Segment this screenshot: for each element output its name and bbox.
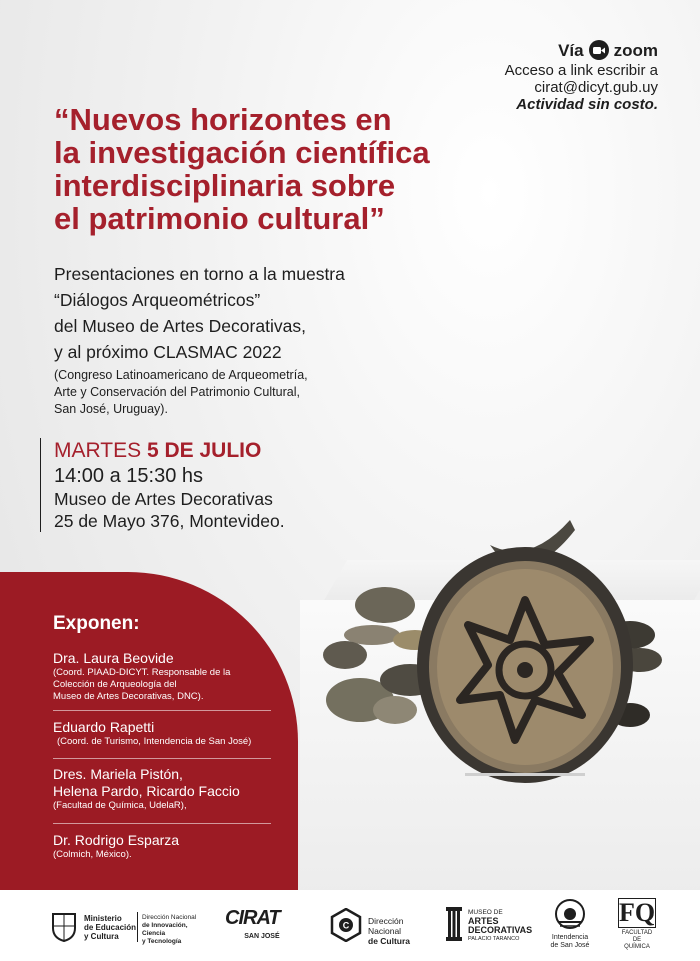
- zoom-label: zoom: [613, 40, 658, 60]
- title-line-2: la investigación científica: [54, 135, 430, 170]
- speaker-1-affiliation-1: (Coord. PIAAD-DICYT. Responsable de la: [53, 667, 231, 678]
- divider: [53, 710, 271, 711]
- column-icon: [445, 906, 463, 942]
- cirat-wordmark: CIRAT: [225, 907, 280, 929]
- artifacts-image: [300, 505, 690, 795]
- intro-line-2: “Diálogos Arqueométricos”: [54, 290, 261, 310]
- via-label: Vía: [558, 40, 584, 60]
- speaker-1: [53, 650, 293, 703]
- logo-cirat: [225, 908, 280, 941]
- title-line-1: “Nuevos horizontes en: [54, 102, 392, 137]
- dn-line-2: de Innovación, Ciencia: [142, 922, 188, 937]
- mec-line-1: Ministerio: [84, 914, 122, 923]
- hexagon-c-icon: [330, 908, 362, 942]
- dnc-line-2: de Cultura: [368, 936, 411, 946]
- speakers-heading: Exponen:: [53, 613, 140, 634]
- congress-line-1: (Congreso Latinoamericano de Arqueometría,: [54, 368, 308, 382]
- speaker-2: [53, 719, 293, 748]
- speaker-3-affiliation: (Facultad de Química, UdelaR),: [53, 800, 187, 811]
- event-date-value: 5 DE JULIO: [146, 439, 262, 462]
- isj-line-2: de San José: [550, 942, 590, 949]
- speaker-2-name: Eduardo Rapetti: [53, 719, 155, 735]
- mec-line-3: y Cultura: [84, 932, 119, 941]
- speaker-2-affiliation: (Coord. de Turismo, Intendencia de San José): [57, 736, 252, 747]
- intro-text: [54, 261, 474, 365]
- contact-email[interactable]: cirat@dicyt.gub.uy: [534, 79, 658, 96]
- isj-line-1: Intendencia: [551, 934, 589, 941]
- uruguay-shield-icon: [50, 910, 78, 942]
- congress-line-2: Arte y Conservación del Patrimonio Cultural,: [54, 385, 300, 399]
- star-bowl-artifact: [417, 547, 633, 783]
- sun-seal-icon: [554, 898, 586, 932]
- logo-fq: [618, 898, 656, 951]
- title-line-4: el patrimonio cultural”: [54, 201, 385, 236]
- zoom-camera-icon: [589, 40, 609, 60]
- museum-line-1: MUSEO DE: [468, 909, 503, 916]
- speaker-4-affiliation: (Colmich, México).: [53, 849, 132, 860]
- event-details: [40, 438, 285, 532]
- museum-line-2: ARTES: [468, 916, 499, 926]
- speaker-3-name-2: Helena Pardo, Ricardo Faccio: [53, 783, 240, 799]
- fq-line-1: FACULTAD DE: [621, 930, 653, 943]
- divider: [53, 758, 271, 759]
- event-title: [54, 103, 534, 235]
- via-zoom: [505, 40, 658, 60]
- dn-line-1: Dirección Nacional: [142, 914, 197, 921]
- dnc-line-1: Dirección Nacional: [368, 916, 404, 936]
- museum-line-4: PALACIO TARANCO: [468, 936, 520, 942]
- museum-line-3: DECORATIVAS: [468, 925, 533, 935]
- dn-line-3: y Tecnología: [142, 938, 182, 945]
- speaker-4: [53, 832, 293, 861]
- event-address: 25 de Mayo 376, Montevideo.: [54, 511, 285, 531]
- logo-san-jose: [546, 898, 594, 950]
- intro-line-3: del Museo de Artes Decorativas,: [54, 316, 306, 336]
- svg-text:C: C: [342, 920, 350, 931]
- fq-line-2: QUÍMICA: [624, 944, 650, 950]
- event-day: MARTES: [54, 439, 142, 462]
- speaker-1-affiliation-2: Colección de Arqueología del: [53, 679, 177, 690]
- speaker-3-name-1: Dres. Mariela Pistón,: [53, 766, 183, 782]
- access-text: Acceso a link escribir a: [504, 62, 658, 79]
- event-venue: Museo de Artes Decorativas: [54, 489, 273, 509]
- divider: [53, 823, 271, 824]
- speaker-4-name: Dr. Rodrigo Esparza: [53, 832, 180, 848]
- event-hours: 14:00 a 15:30 hs: [54, 465, 204, 487]
- speaker-3: [53, 766, 293, 812]
- congress-line-3: San José, Uruguay).: [54, 402, 168, 416]
- footer-logos: [0, 890, 700, 961]
- fq-mark: FQ: [619, 898, 656, 927]
- speakers-panel: [0, 572, 298, 890]
- intro-line-4: y al próximo CLASMAC 2022: [54, 342, 282, 362]
- cirat-sub: SAN JOSÉ: [244, 933, 280, 940]
- title-line-3: interdisciplinaria sobre: [54, 168, 396, 203]
- free-activity-note: Actividad sin costo.: [516, 96, 658, 113]
- mec-line-2: de Educación: [84, 923, 137, 932]
- intro-line-1: Presentaciones en torno a la muestra: [54, 264, 345, 284]
- congress-note: [54, 367, 454, 418]
- event-date: [54, 438, 285, 464]
- speaker-1-affiliation-3: Museo de Artes Decorativas, DNC).: [53, 691, 204, 702]
- speaker-1-name: Dra. Laura Beovide: [53, 650, 174, 666]
